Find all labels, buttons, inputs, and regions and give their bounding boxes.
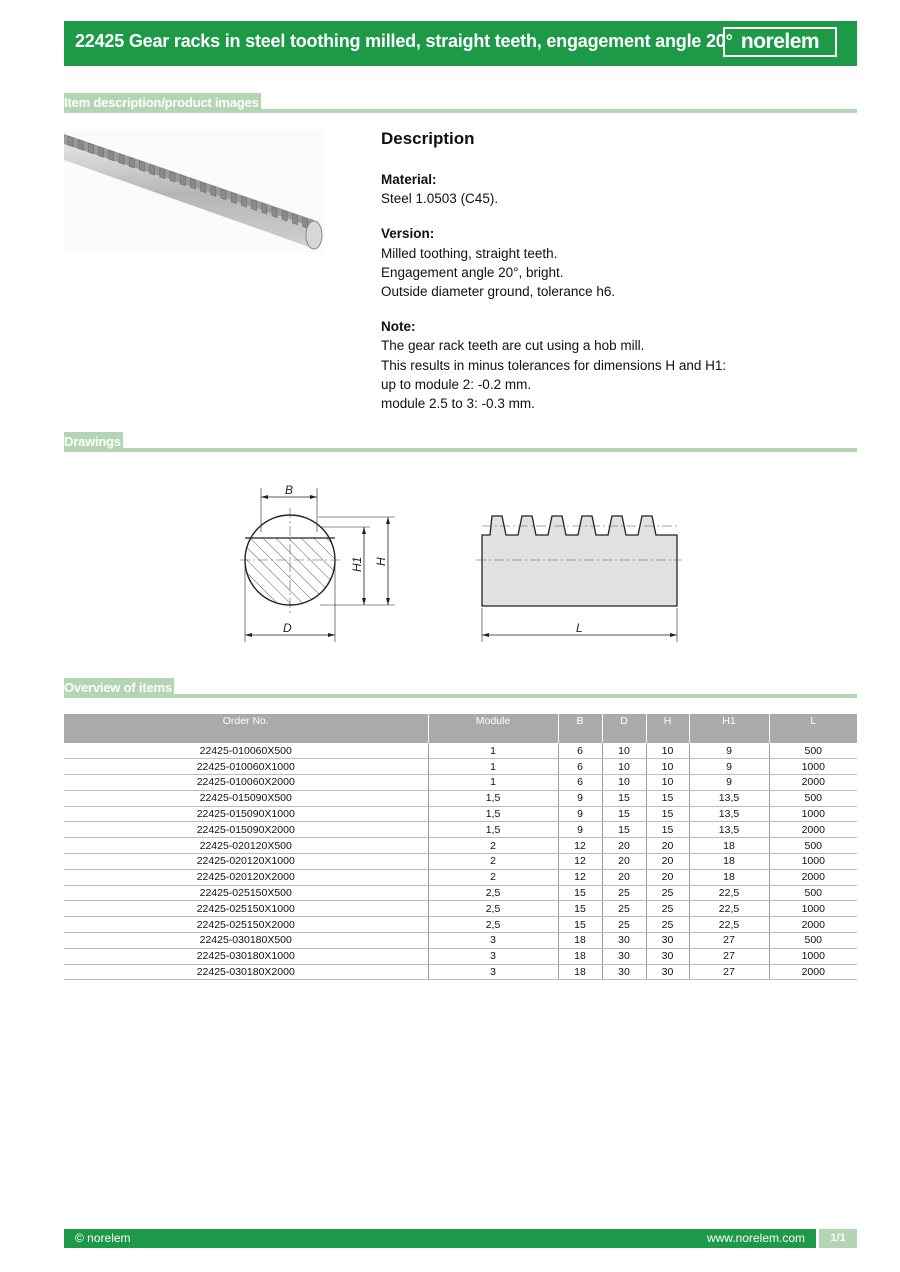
table-cell: 22425-030180X500 — [64, 933, 428, 949]
page-number: 1/1 — [819, 1229, 857, 1248]
table-cell: 10 — [602, 759, 646, 775]
table-cell: 1 — [428, 775, 558, 791]
version-line: Outside diameter ground, tolerance h6. — [381, 284, 616, 300]
norelem-logo: norelem — [723, 27, 837, 57]
table-cell: 15 — [646, 790, 689, 806]
table-cell: 1000 — [769, 759, 857, 775]
table-cell: 30 — [602, 933, 646, 949]
table-cell: 10 — [646, 743, 689, 759]
material-block — [381, 170, 841, 208]
table-row — [64, 885, 857, 901]
table-row — [64, 743, 857, 759]
table-cell: 1,5 — [428, 822, 558, 838]
table-body — [64, 743, 857, 980]
table-cell: 22425-025150X2000 — [64, 917, 428, 933]
table-cell: 22425-010060X1000 — [64, 759, 428, 775]
section-divider — [64, 694, 857, 698]
table-cell: 2,5 — [428, 917, 558, 933]
table-cell: 22425-020120X1000 — [64, 854, 428, 870]
table-cell: 12 — [558, 869, 602, 885]
table-cell: 3 — [428, 933, 558, 949]
table-cell: 27 — [689, 933, 769, 949]
table-cell: 18 — [558, 948, 602, 964]
column-header: D — [602, 714, 646, 743]
column-header: H1 — [689, 714, 769, 743]
table-cell: 15 — [646, 806, 689, 822]
table-cell: 500 — [769, 743, 857, 759]
table-row — [64, 917, 857, 933]
description-panel — [381, 128, 841, 429]
table-cell: 25 — [602, 885, 646, 901]
table-cell: 22,5 — [689, 901, 769, 917]
table-cell: 2 — [428, 854, 558, 870]
table-cell: 25 — [646, 901, 689, 917]
gear-rack-product-image — [64, 130, 324, 252]
table-cell: 6 — [558, 759, 602, 775]
table-cell: 15 — [602, 790, 646, 806]
table-cell: 30 — [646, 948, 689, 964]
table-cell: 10 — [646, 759, 689, 775]
note-block — [381, 317, 841, 413]
table-cell: 2 — [428, 869, 558, 885]
table-row — [64, 838, 857, 854]
table-cell: 18 — [689, 838, 769, 854]
table-cell: 9 — [689, 743, 769, 759]
note-line: up to module 2: -0.2 mm. — [381, 376, 532, 392]
table-cell: 15 — [602, 822, 646, 838]
table-cell: 27 — [689, 948, 769, 964]
table-row — [64, 964, 857, 980]
dim-label-h: H — [374, 557, 388, 566]
table-cell: 3 — [428, 964, 558, 980]
table-cell: 22425-010060X2000 — [64, 775, 428, 791]
table-cell: 30 — [646, 933, 689, 949]
table-cell: 500 — [769, 790, 857, 806]
table-cell: 9 — [689, 775, 769, 791]
table-cell: 1,5 — [428, 790, 558, 806]
table-cell: 2000 — [769, 775, 857, 791]
table-row — [64, 869, 857, 885]
dim-label-b: B — [285, 483, 294, 497]
table-header-row — [64, 714, 857, 743]
table-cell: 15 — [558, 901, 602, 917]
table-cell: 20 — [646, 838, 689, 854]
table-row — [64, 822, 857, 838]
section-label: Overview of items — [64, 678, 174, 698]
table-cell: 22425-030180X1000 — [64, 948, 428, 964]
technical-drawing — [230, 480, 700, 650]
table-cell: 18 — [689, 854, 769, 870]
table-cell: 22425-025150X500 — [64, 885, 428, 901]
footer-bar — [64, 1229, 816, 1248]
table-cell: 30 — [646, 964, 689, 980]
material-title: Material: — [381, 172, 437, 187]
column-header: B — [558, 714, 602, 743]
table-cell: 25 — [602, 917, 646, 933]
table-cell: 27 — [689, 964, 769, 980]
version-block — [381, 224, 841, 301]
table-cell: 6 — [558, 743, 602, 759]
table-cell: 1,5 — [428, 806, 558, 822]
table-cell: 3 — [428, 948, 558, 964]
column-header: L — [769, 714, 857, 743]
table-cell: 13,5 — [689, 822, 769, 838]
table-row — [64, 806, 857, 822]
note-line: The gear rack teeth are cut using a hob mill. — [381, 338, 645, 354]
section-divider — [64, 448, 857, 452]
section-drawings — [64, 430, 857, 452]
section-label: Item description/product images — [64, 93, 261, 113]
table-cell: 9 — [558, 790, 602, 806]
table-cell: 15 — [558, 917, 602, 933]
cross-section-view — [240, 488, 395, 642]
table-cell: 10 — [602, 775, 646, 791]
table-cell: 25 — [646, 885, 689, 901]
description-heading: Description — [381, 129, 475, 148]
table-cell: 15 — [646, 822, 689, 838]
table-cell: 500 — [769, 838, 857, 854]
table-cell: 2 — [428, 838, 558, 854]
table-row — [64, 790, 857, 806]
table-cell: 13,5 — [689, 790, 769, 806]
table-cell: 22425-025150X1000 — [64, 901, 428, 917]
table-row — [64, 854, 857, 870]
table-cell: 20 — [602, 854, 646, 870]
table-cell: 1000 — [769, 854, 857, 870]
table-cell: 22425-010060X500 — [64, 743, 428, 759]
material-line: Steel 1.0503 (C45). — [381, 191, 499, 207]
table-cell: 20 — [646, 869, 689, 885]
table-cell: 15 — [558, 885, 602, 901]
table-cell: 1000 — [769, 806, 857, 822]
table-cell: 30 — [602, 964, 646, 980]
version-line: Milled toothing, straight teeth. — [381, 245, 558, 261]
table-cell: 20 — [602, 869, 646, 885]
dim-label-d: D — [283, 621, 292, 635]
table-cell: 20 — [646, 854, 689, 870]
note-line: This results in minus tolerances for dimensions H and H1: — [381, 357, 727, 373]
items-table — [64, 714, 857, 980]
table-cell: 22,5 — [689, 917, 769, 933]
table-cell: 22425-030180X2000 — [64, 964, 428, 980]
table-cell: 2000 — [769, 869, 857, 885]
table-cell: 13,5 — [689, 806, 769, 822]
table-cell: 25 — [602, 901, 646, 917]
table-cell: 18 — [558, 964, 602, 980]
table-cell: 25 — [646, 917, 689, 933]
page-title: 22425 Gear racks in steel toothing milled, straight teeth, engagement angle 20° — [75, 31, 733, 51]
table-cell: 1000 — [769, 901, 857, 917]
page-header — [64, 21, 857, 66]
note-title: Note: — [381, 319, 416, 335]
table-cell: 22425-015090X2000 — [64, 822, 428, 838]
table-cell: 30 — [602, 948, 646, 964]
table-cell: 2000 — [769, 964, 857, 980]
table-cell: 22,5 — [689, 885, 769, 901]
section-item-description — [64, 91, 857, 113]
table-row — [64, 901, 857, 917]
column-header: Order No. — [64, 714, 428, 743]
note-line: module 2.5 to 3: -0.3 mm. — [381, 396, 535, 412]
table-cell: 6 — [558, 775, 602, 791]
side-view — [476, 516, 682, 642]
table-cell: 500 — [769, 885, 857, 901]
table-cell: 22425-015090X1000 — [64, 806, 428, 822]
table-cell: 22425-020120X500 — [64, 838, 428, 854]
table-cell: 15 — [602, 806, 646, 822]
table-cell: 2000 — [769, 917, 857, 933]
footer-copyright: © norelem — [75, 1231, 131, 1245]
footer-website-link[interactable]: www.norelem.com — [706, 1231, 805, 1245]
table-cell: 2,5 — [428, 885, 558, 901]
table-cell: 12 — [558, 854, 602, 870]
column-header: Module — [428, 714, 558, 743]
dim-label-h1: H1 — [350, 556, 364, 572]
table-cell: 2000 — [769, 822, 857, 838]
section-overview — [64, 676, 857, 698]
table-cell: 1 — [428, 743, 558, 759]
version-title: Version: — [381, 226, 435, 242]
table-cell: 1000 — [769, 948, 857, 964]
table-row — [64, 759, 857, 775]
table-cell: 10 — [602, 743, 646, 759]
table-cell: 18 — [558, 933, 602, 949]
table-row — [64, 933, 857, 949]
table-cell: 10 — [646, 775, 689, 791]
table-cell: 22425-015090X500 — [64, 790, 428, 806]
table-cell: 9 — [558, 806, 602, 822]
table-cell: 2,5 — [428, 901, 558, 917]
version-line: Engagement angle 20°, bright. — [381, 264, 564, 280]
table-cell: 20 — [602, 838, 646, 854]
table-cell: 500 — [769, 933, 857, 949]
table-cell: 12 — [558, 838, 602, 854]
table-cell: 9 — [689, 759, 769, 775]
table-cell: 9 — [558, 822, 602, 838]
table-cell: 1 — [428, 759, 558, 775]
table-row — [64, 948, 857, 964]
table-cell: 18 — [689, 869, 769, 885]
dim-label-l: L — [576, 621, 583, 635]
table-cell: 22425-020120X2000 — [64, 869, 428, 885]
column-header: H — [646, 714, 689, 743]
table-row — [64, 775, 857, 791]
page-footer — [64, 1229, 857, 1248]
section-label: Drawings — [64, 432, 123, 452]
